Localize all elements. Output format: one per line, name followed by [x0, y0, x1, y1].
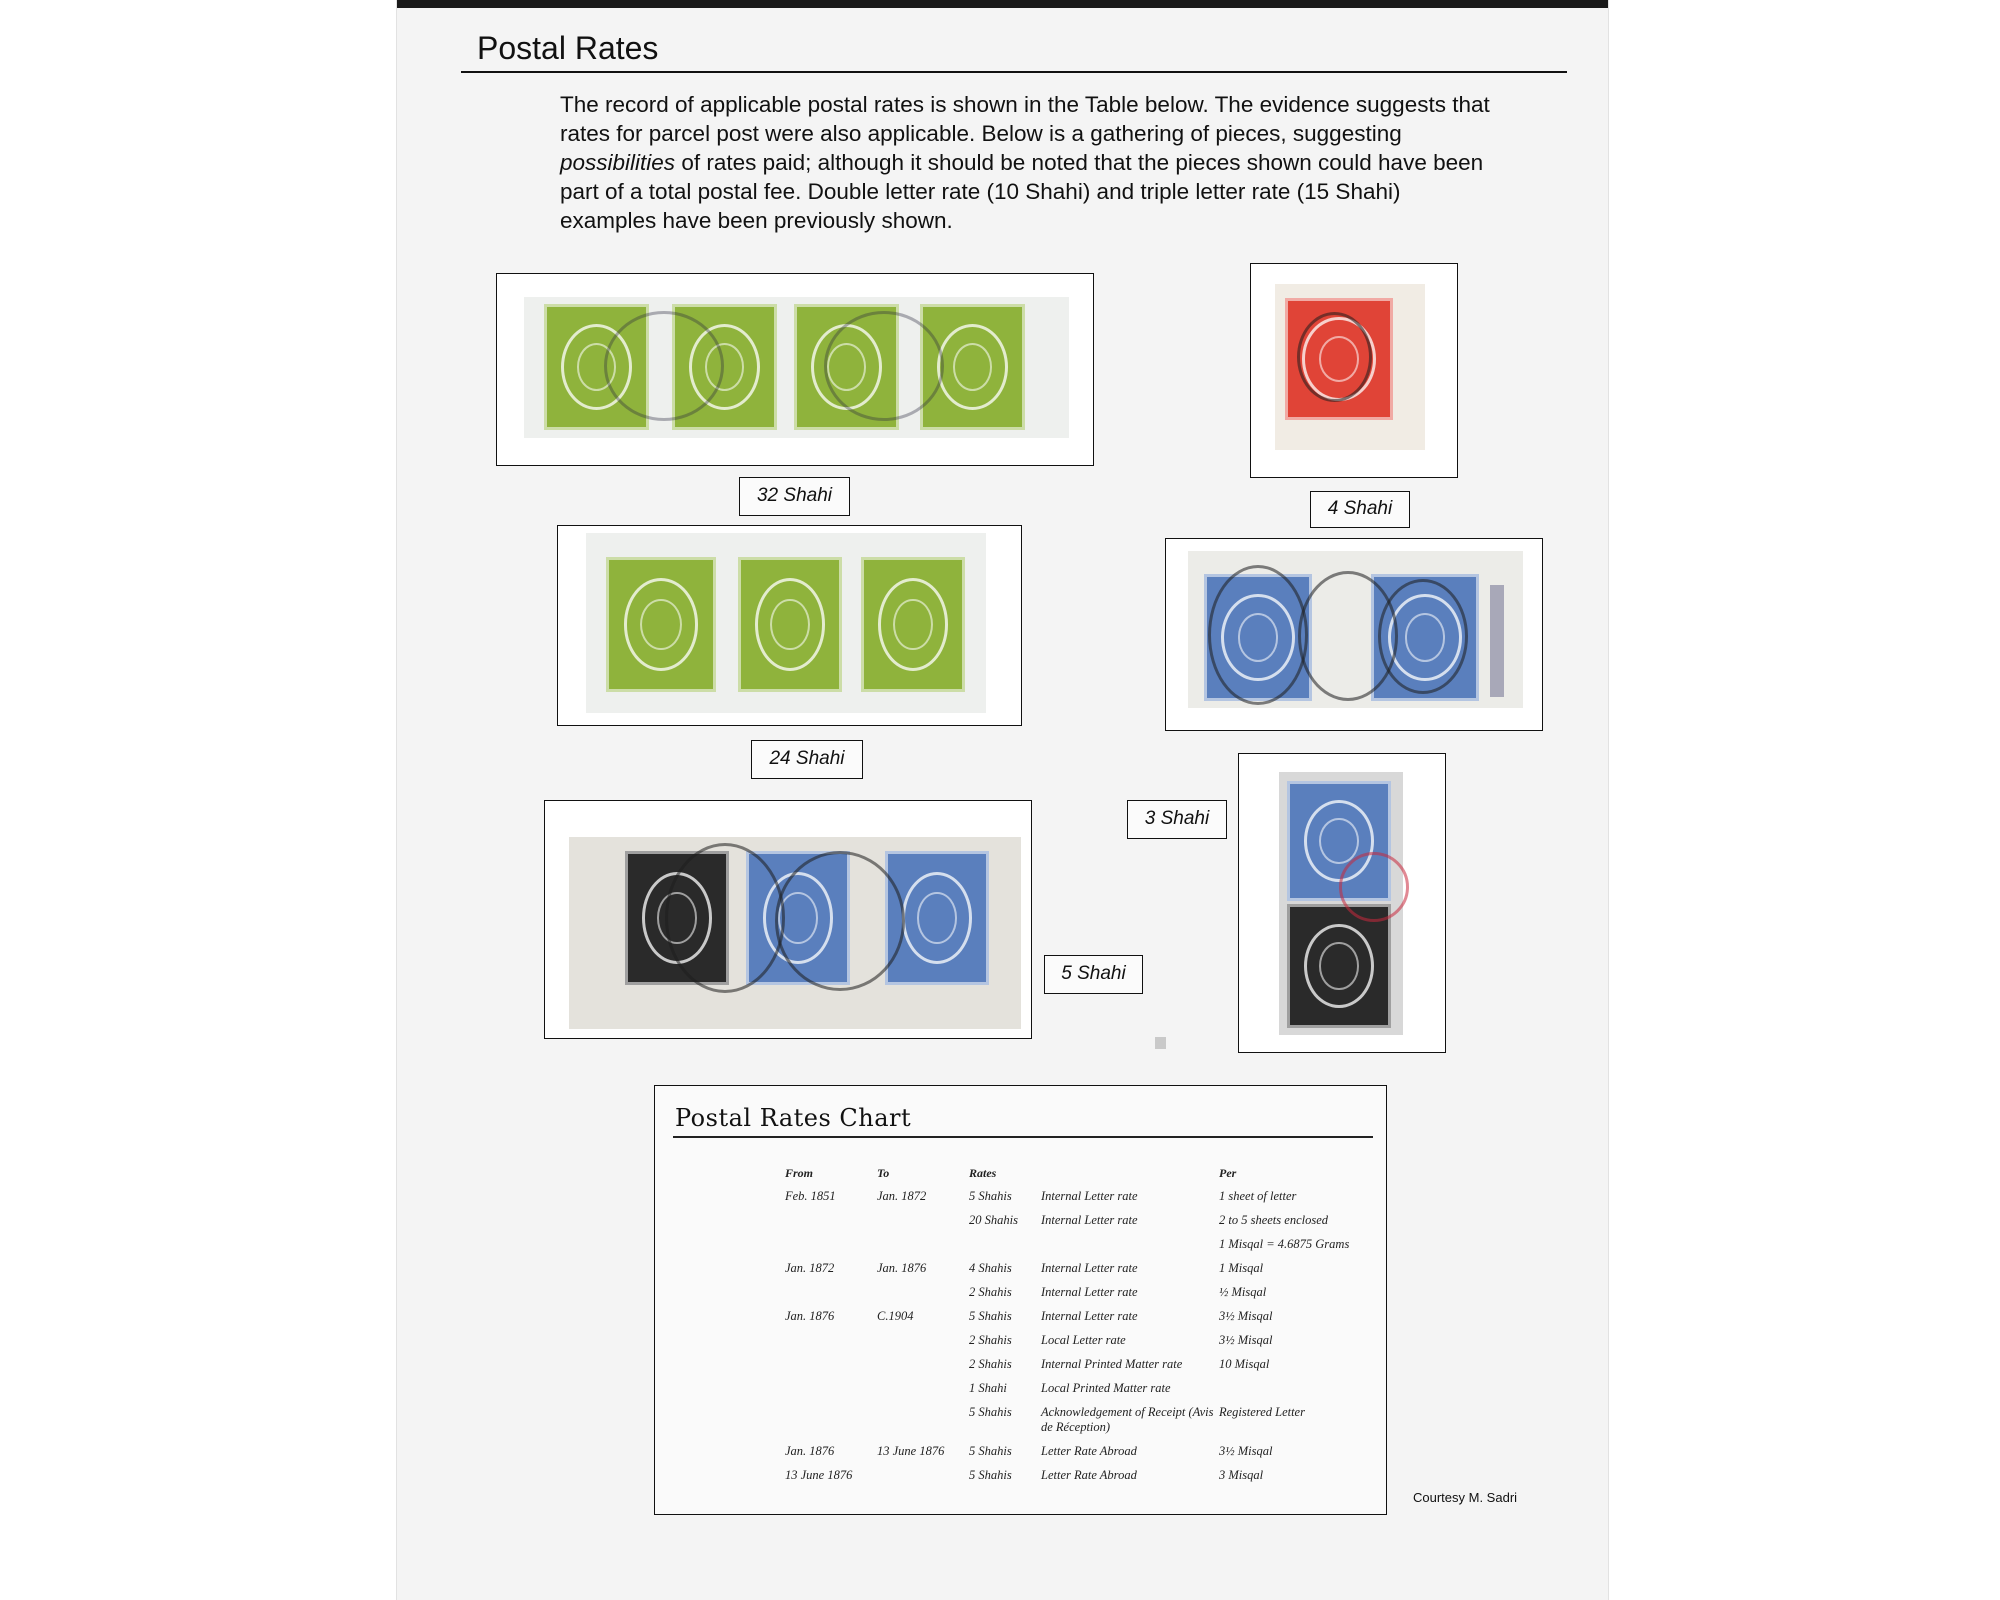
table-row	[785, 1261, 1369, 1285]
cell-to: Jan. 1872	[877, 1189, 927, 1203]
album-page	[397, 0, 1608, 1600]
cell-desc: Local Letter rate	[1041, 1333, 1126, 1347]
cell-rate: 1 Shahi	[969, 1381, 1007, 1395]
cell-per: 3½ Misqal	[1219, 1333, 1273, 1347]
cell-per: 3 Misqal	[1219, 1468, 1264, 1482]
postmark-cancel	[824, 311, 944, 421]
exhibit-3-shahi-frame	[1238, 753, 1446, 1053]
cell-per: ½ Misqal	[1219, 1285, 1267, 1299]
blue-sheet-margin	[1490, 585, 1504, 697]
label-5-shahi: 5 Shahi	[1044, 955, 1143, 994]
cell-from: Feb. 1851	[785, 1189, 836, 1203]
exhibit-5-shahi-frame	[544, 800, 1032, 1039]
table-row	[785, 1189, 1369, 1213]
table-row	[785, 1444, 1369, 1468]
green-stamp	[861, 557, 965, 692]
top-border	[397, 0, 1608, 8]
cell-per: 10 Misqal	[1219, 1357, 1270, 1371]
cell-desc: Internal Letter rate	[1041, 1189, 1138, 1203]
exhibit-32-shahi-frame	[496, 273, 1094, 466]
postmark-cancel	[665, 843, 785, 993]
cell-per: 1 Misqal = 4.6875 Grams	[1219, 1237, 1350, 1251]
blue-pair-piece	[1188, 551, 1523, 708]
cell-from	[785, 1405, 877, 1444]
cell-from	[785, 1357, 877, 1381]
cell-from: Jan. 1876	[785, 1444, 835, 1458]
cell-rate: 2 Shahis	[969, 1285, 1012, 1299]
cell-desc: Internal Letter rate	[1041, 1309, 1138, 1323]
black-stamp	[1287, 904, 1391, 1028]
cell-to	[877, 1333, 969, 1357]
cell-per: Registered Letter	[1219, 1405, 1305, 1419]
cell-rate: 5 Shahis	[969, 1468, 1012, 1482]
label-24-shahi: 24 Shahi	[751, 740, 863, 779]
table-row	[785, 1405, 1369, 1444]
cell-rate: 2 Shahis	[969, 1333, 1012, 1347]
label-32-shahi: 32 Shahi	[739, 477, 850, 516]
cell-desc: Internal Letter rate	[1041, 1261, 1138, 1275]
cell-rate: 20 Shahis	[969, 1213, 1018, 1227]
cell-per: 1 Misqal	[1219, 1261, 1264, 1275]
postal-rates-chart	[654, 1085, 1387, 1515]
table-row	[785, 1285, 1369, 1309]
cell-rate: 2 Shahis	[969, 1357, 1012, 1371]
vertical-pair-piece	[1279, 772, 1403, 1035]
cell-desc: Local Printed Matter rate	[1041, 1381, 1171, 1395]
cover-piece	[569, 837, 1021, 1029]
cell-from: Jan. 1872	[785, 1261, 835, 1275]
cell-from	[785, 1285, 877, 1309]
cell-from: 13 June 1876	[785, 1468, 853, 1482]
exhibit-24-shahi-frame	[557, 525, 1022, 726]
label-3-shahi: 3 Shahi	[1127, 800, 1227, 839]
postmark-cancel	[1297, 312, 1372, 402]
courtesy-credit: Courtesy M. Sadri	[1413, 1490, 1518, 1505]
table-row	[785, 1237, 1369, 1261]
cell-desc: Internal Letter rate	[1041, 1285, 1138, 1299]
header-rates: Rates	[969, 1166, 997, 1180]
postmark-cancel	[775, 851, 905, 991]
cell-to: 13 June 1876	[877, 1444, 945, 1458]
cell-desc: Internal Printed Matter rate	[1041, 1357, 1183, 1371]
green-stamp	[606, 557, 716, 692]
rates-table-header	[785, 1166, 1369, 1189]
header-per: Per	[1219, 1166, 1237, 1180]
title-divider	[461, 71, 1567, 73]
header-from: From	[785, 1166, 814, 1180]
table-row	[785, 1213, 1369, 1237]
cell-to	[877, 1405, 969, 1444]
cell-rate	[969, 1237, 1041, 1261]
cell-from: Jan. 1876	[785, 1309, 835, 1323]
chart-title: Postal Rates Chart	[675, 1104, 912, 1132]
table-row	[785, 1333, 1369, 1357]
intro-emphasis: possibilities	[560, 150, 676, 175]
cell-from	[785, 1333, 877, 1357]
page-title: Postal Rates	[477, 30, 659, 66]
intro-paragraph	[560, 90, 1490, 235]
table-row	[785, 1381, 1369, 1405]
cell-to	[877, 1237, 969, 1261]
chart-title-divider	[673, 1136, 1373, 1138]
cell-desc: Letter Rate Abroad	[1041, 1468, 1137, 1482]
cell-desc	[1041, 1237, 1219, 1261]
postmark-cancel	[604, 311, 724, 421]
cell-desc: Letter Rate Abroad	[1041, 1444, 1137, 1458]
cell-per: 3½ Misqal	[1219, 1309, 1273, 1323]
cell-to: Jan. 1876	[877, 1261, 927, 1275]
cell-to	[877, 1357, 969, 1381]
exhibit-blue-pair-frame	[1165, 538, 1543, 731]
postmark-cancel	[1339, 852, 1409, 922]
exhibit-4-shahi-frame	[1250, 263, 1458, 478]
green-stamp	[738, 557, 842, 692]
intro-text-1: The record of applicable postal rates is shown in the Table below. The evidence suggests that rates for parcel post were also applicable. Below is a gathering of pieces, suggesting	[560, 92, 1490, 146]
cell-to: C.1904	[877, 1309, 914, 1323]
cell-desc: Acknowledgement of Receipt (Avis de Réception)	[1041, 1405, 1214, 1434]
cell-rate: 5 Shahis	[969, 1444, 1012, 1458]
table-row	[785, 1468, 1369, 1492]
cell-rate: 5 Shahis	[969, 1309, 1012, 1323]
table-row	[785, 1309, 1369, 1333]
red-stamp-piece	[1275, 284, 1425, 450]
cell-per	[1219, 1381, 1369, 1405]
cell-per: 2 to 5 sheets enclosed	[1219, 1213, 1329, 1227]
postmark-cancel	[1378, 579, 1468, 694]
cell-to	[877, 1468, 969, 1492]
cell-per: 3½ Misqal	[1219, 1444, 1273, 1458]
header-description	[1041, 1166, 1219, 1189]
page-speck	[1155, 1037, 1166, 1049]
cell-desc: Internal Letter rate	[1041, 1213, 1138, 1227]
postmark-cancel	[1208, 565, 1308, 705]
cell-from	[785, 1213, 877, 1237]
stamp-strip-piece	[586, 533, 986, 713]
header-to: To	[877, 1166, 890, 1180]
label-4-shahi: 4 Shahi	[1310, 491, 1410, 528]
rates-table	[785, 1166, 1369, 1492]
cell-per: 1 sheet of letter	[1219, 1189, 1297, 1203]
cell-from	[785, 1381, 877, 1405]
stamp-strip-piece	[524, 297, 1069, 438]
cell-from	[785, 1237, 877, 1261]
cell-rate: 5 Shahis	[969, 1189, 1012, 1203]
intro-text-2: of rates paid; although it should be noted that the pieces shown could have been part of a total postal fee. Double letter rate (10 Shahi) and triple letter rate (15 Shahi) examples have been previously shown.	[560, 150, 1484, 233]
table-row	[785, 1357, 1369, 1381]
cell-to	[877, 1285, 969, 1309]
cell-rate: 4 Shahis	[969, 1261, 1012, 1275]
cell-rate: 5 Shahis	[969, 1405, 1012, 1419]
cell-to	[877, 1381, 969, 1405]
cell-to	[877, 1213, 969, 1237]
